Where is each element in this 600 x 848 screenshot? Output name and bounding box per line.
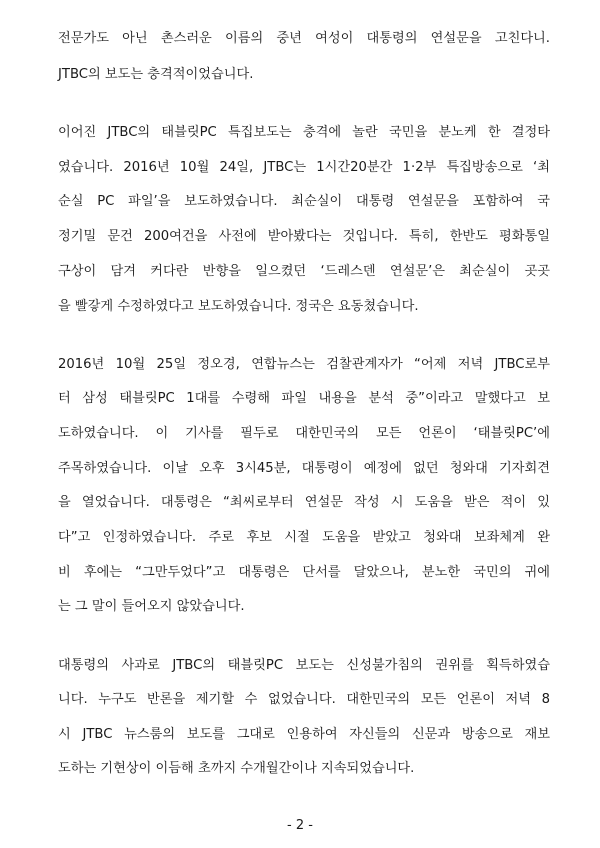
- paragraph-4-line-4: 도하는 기현상이 이듬해 초까지 수개월간이나 지속되었습니다.: [58, 761, 415, 776]
- paragraph-2-line-2: 였습니다. 2016년 10월 24일, JTBC는 1시간20분간 1·2부 특집방송으로 ‘최: [58, 160, 550, 175]
- page-number: - 2 -: [287, 818, 313, 833]
- paragraph-1-line-1: 전문가도 아닌 촌스러운 이름의 중년 여성이 대통령의 연설문을 고친다니.: [58, 31, 550, 46]
- paragraph-2-line-6: 을 빨갛게 수정하였다고 보도하였습니다. 정국은 요동쳤습니다.: [58, 299, 419, 314]
- paragraph-3-line-8: 는 그 말이 들어오지 않았습니다.: [58, 599, 245, 614]
- paragraph-2-line-3: 순실 PC 파일’을 보도하였습니다. 최순실이 대통령 연설문을 포함하여 국: [58, 194, 550, 209]
- paragraph-2-line-5: 구상이 담겨 커다란 반향을 일으켰던 ‘드레스덴 연설문’은 최순실이 곳곳: [58, 264, 550, 279]
- paragraph-2-line-4: 정기밀 문건 200여건을 사전에 받아봤다는 것입니다. 특히, 한반도 평화통일: [58, 229, 550, 244]
- paragraph-3-line-5: 을 열었습니다. 대통령은 “최씨로부터 연설문 작성 시 도움을 받은 적이 있: [58, 495, 550, 510]
- paragraph-1-line-2: JTBC의 보도는 충격적이었습니다.: [58, 67, 254, 82]
- paragraph-4-line-3: 시 JTBC 뉴스룸의 보도를 그대로 인용하여 자신들의 신문과 방송으로 재보: [58, 727, 550, 742]
- paragraph-3-line-7: 비 후에는 “그만두었다”고 대통령은 단서를 달았으나, 분노한 국민의 귀에: [58, 565, 550, 580]
- paragraph-3-line-4: 주목하였습니다. 이날 오후 3시45분, 대통령이 예정에 없던 청와대 기자회견: [58, 461, 550, 476]
- paragraph-3-line-3: 도하였습니다. 이 기사를 필두로 대한민국의 모든 언론이 ‘태블릿PC’에: [58, 426, 550, 441]
- paragraph-4-line-2: 니다. 누구도 반론을 제기할 수 없었습니다. 대한민국의 모든 언론이 저녁 8: [58, 692, 550, 707]
- paragraph-2-line-1: 이어진 JTBC의 태블릿PC 특집보도는 충격에 놀란 국민을 분노케 한 결정타: [58, 125, 550, 140]
- paragraph-4-line-1: 대통령의 사과로 JTBC의 태블릿PC 보도는 신성불가침의 권위를 획득하였습: [58, 658, 550, 673]
- paragraph-3-line-1: 2016년 10월 25일 정오경, 연합뉴스는 검찰관계자가 “어제 저녁 JTBC로부: [58, 357, 550, 372]
- paragraph-3-line-6: 다”고 인정하였습니다. 주로 후보 시절 도움을 받았고 청와대 보좌체계 완: [58, 530, 550, 545]
- paragraph-3-line-2: 터 삼성 태블릿PC 1대를 수령해 파일 내용을 분석 중”이라고 말했다고 보: [58, 391, 550, 406]
